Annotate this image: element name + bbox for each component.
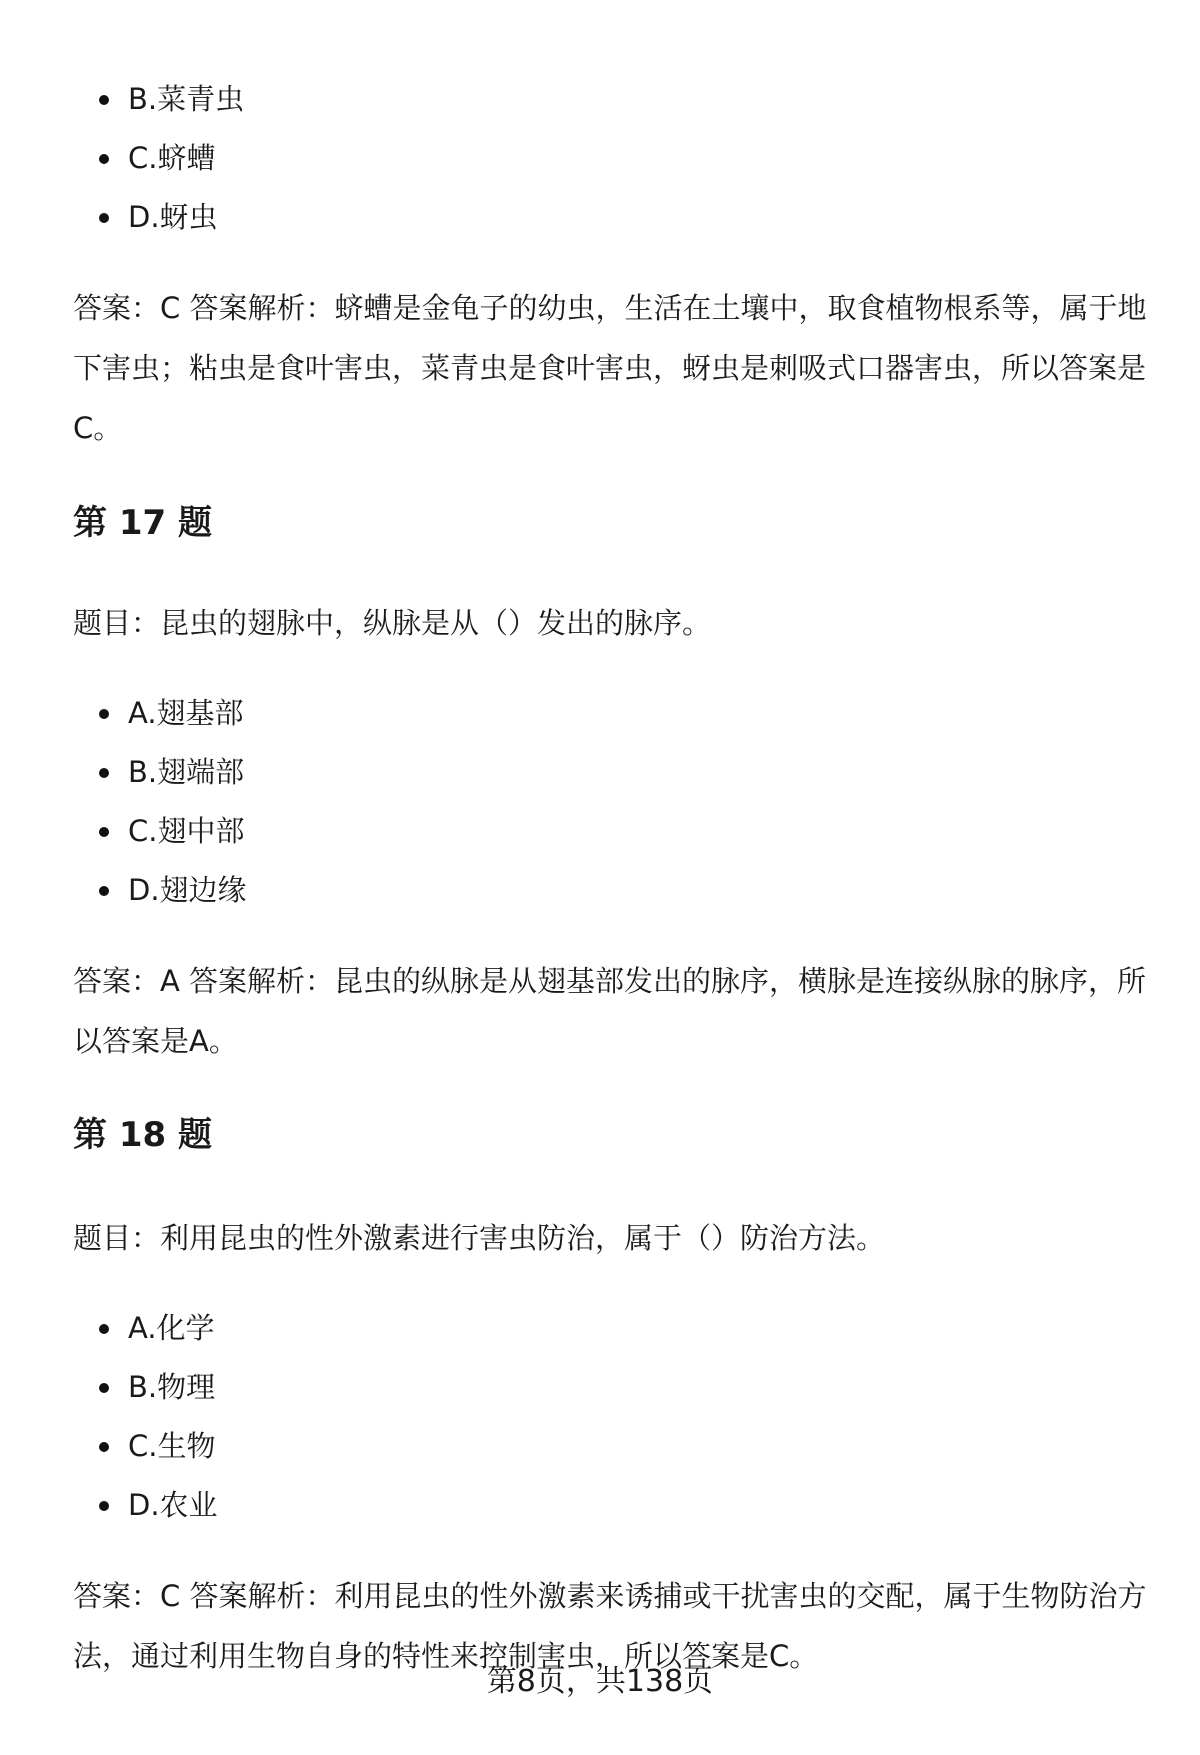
q16-option-b: B.菜青虫: [73, 70, 1153, 129]
q16-option-c: C.蛴螬: [73, 129, 1153, 188]
bullet-icon: [99, 1324, 109, 1334]
bullet-icon: [99, 768, 109, 778]
q18-question: 题目：利用昆虫的性外激素进行害虫防治，属于（）防治方法。: [73, 1221, 886, 1255]
q17-question: 题目：昆虫的翅脉中，纵脉是从（）发出的脉序。: [73, 606, 712, 640]
q17-option-c: C.翅中部: [73, 802, 1153, 861]
bullet-icon: [99, 154, 109, 164]
q17-answer: 答案：A 答案解析：昆虫的纵脉是从翅基部发出的脉序，横脉是连接纵脉的脉序，所以答案是A。: [73, 964, 1147, 1058]
bullet-icon: [99, 886, 109, 896]
q18-options: [73, 1299, 1153, 1535]
bullet-icon: [99, 95, 109, 105]
bullet-icon: [99, 1501, 109, 1511]
page-footer: 第8页，共138页: [486, 1664, 714, 1699]
bullet-icon: [99, 1442, 109, 1452]
q18-option-b: B.物理: [73, 1358, 1153, 1417]
q17-option-d: D.翅边缘: [73, 861, 1153, 920]
bullet-icon: [99, 213, 109, 223]
bullet-icon: [99, 709, 109, 719]
q18-option-c: C.生物: [73, 1417, 1153, 1476]
q17-options: [73, 684, 1153, 920]
q18-option-d: D.农业: [73, 1476, 1153, 1535]
q17-option-b: B.翅端部: [73, 743, 1153, 802]
bullet-icon: [99, 1383, 109, 1393]
q16-options: [73, 70, 1153, 247]
bullet-icon: [99, 827, 109, 837]
q17-heading: 第 17 题: [73, 503, 212, 543]
q17-option-a: A.翅基部: [73, 684, 1153, 743]
q16-answer: 答案：C 答案解析：蛴螬是金龟子的幼虫，生活在土壤中，取食植物根系等，属于地下害虫；粘虫是食叶害虫，菜青虫是食叶害虫，蚜虫是刺吸式口器害虫，所以答案是C。: [73, 291, 1147, 445]
q18-option-a: A.化学: [73, 1299, 1153, 1358]
q16-option-d: D.蚜虫: [73, 188, 1153, 247]
q18-answer: 答案：C 答案解析：利用昆虫的性外激素来诱捕或干扰害虫的交配，属于生物防治方法，通过利用生物自身的特性来控制害虫，所以答案是C。: [73, 1579, 1147, 1673]
q18-heading: 第 18 题: [73, 1115, 212, 1155]
